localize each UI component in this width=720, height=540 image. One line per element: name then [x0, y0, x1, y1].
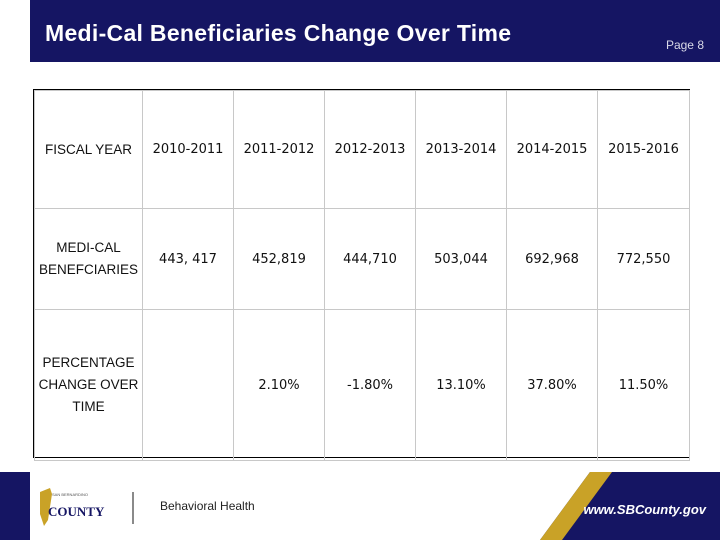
table-cell: 692,968 [507, 209, 598, 310]
logo-text: COUNTY [48, 504, 105, 519]
table-cell: 444,710 [325, 209, 416, 310]
table-cell: 2011-2012 [234, 91, 325, 209]
page-number: Page 8 [665, 38, 704, 52]
table-cell: 2014-2015 [507, 91, 598, 209]
table-cell: 2012-2013 [325, 91, 416, 209]
table-cell: 2015-2016 [598, 91, 690, 209]
footer-divider [132, 492, 134, 524]
website-link[interactable]: www.SBCounty.gov [583, 502, 706, 517]
department-label: Behavioral Health [160, 499, 255, 513]
county-logo [38, 484, 114, 528]
table-cell: 37.80% [507, 310, 598, 461]
table-cell: 772,550 [598, 209, 690, 310]
table-cell: 452,819 [234, 209, 325, 310]
table-cell: 11.50% [598, 310, 690, 461]
table-cell: 2.10% [234, 310, 325, 461]
table-cell: 13.10% [416, 310, 507, 461]
table-row-beneficiaries [35, 209, 690, 310]
table-row-fiscal-year [35, 91, 690, 209]
page-title: Medi-Cal Beneficiaries Change Over Time [45, 20, 512, 46]
row-label: MEDI-CAL BENEFCIARIES [35, 209, 143, 310]
table-cell: 2013-2014 [416, 91, 507, 209]
row-label: PERCENTAGE CHANGE OVER TIME [35, 310, 143, 461]
table-cell: -1.80% [325, 310, 416, 461]
row-label: FISCAL YEAR [35, 91, 143, 209]
table-cell: 443, 417 [143, 209, 234, 310]
logo-small-text: SAN BERNARDINO [52, 492, 89, 497]
table-cell [143, 310, 234, 461]
table-cell: 2010-2011 [143, 91, 234, 209]
slide-footer [0, 472, 720, 540]
slide-header [0, 0, 720, 68]
beneficiaries-table [34, 90, 690, 461]
table-row-percentage-change [35, 310, 690, 461]
table-cell: 503,044 [416, 209, 507, 310]
